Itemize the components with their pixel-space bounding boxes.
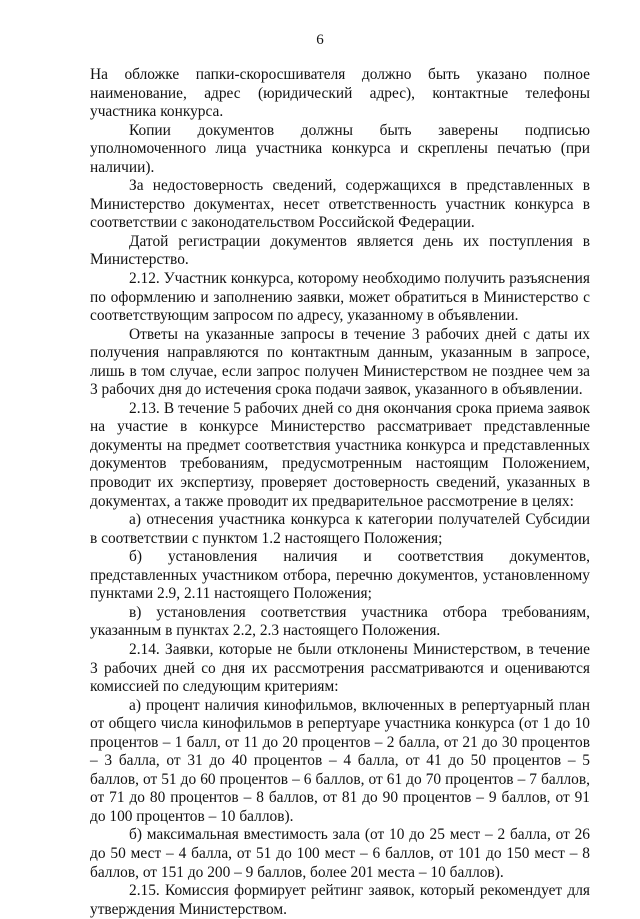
paragraph-2-14-a: а) процент наличия кинофильмов, включенных в репертуарный план от общего числа кинофильмов в репертуаре участника конкурса (от 1 до 10 процентов – 1 балл, от 11 до 20 процентов – 2 балла, от 21 до 30 процентов – 3 балла, от 31 до 40 процентов – 4 балла, от 41 до 50 процентов – 5 баллов, от 51 до 60 процентов – 6 баллов, от 61 до 70 процентов – 7 баллов, от 71 до 80 процентов – 8 баллов, от 81 до 90 процентов – 9 баллов, от 91 до 100 процентов – 10 баллов).	[90, 696, 590, 825]
paragraph-2-13-b: б) установления наличия и соответствия документов, представленных участником отбора, перечню документов, установленному пунктами 2.9, 2.11 настоящего Положения;	[90, 548, 590, 603]
paragraph-answers: Ответы на указанные запросы в течение 3 рабочих дней с даты их получения направляются по контактным данным, указанным в запросе, лишь в том случае, если запрос получен Министерством не позднее чем за 3 рабочих дня до истечения срока подачи заявок, указанного в объявлении.	[90, 325, 590, 399]
paragraph-2-15: 2.15. Комиссия формирует рейтинг заявок, который рекомендует для утверждения Министерством.	[90, 882, 590, 918]
paragraph-2-13: 2.13. В течение 5 рабочих дней со дня окончания срока приема заявок на участие в конкурсе Министерство рассматривает представленные документы на предмет соответствия участника конкурса и представленных документов требованиям, предусмотренным настоящим Положением, проводит их экспертизу, проверяет достоверность сведений, указанных в документах, а также проводит их предварительное рассмотрение в целях:	[90, 399, 590, 510]
paragraph-folder-cover: На обложке папки-скоросшивателя должно быть указано полное наименование, адрес (юридический адрес), контактные телефоны участника конкурса.	[90, 66, 590, 121]
paragraph-2-12: 2.12. Участник конкурса, которому необходимо получить разъяснения по оформлению и заполнению заявки, может обратиться в Министерство с соответствующим запросом по адресу, указанному в объявлении.	[90, 270, 590, 325]
paragraph-registration-date: Датой регистрации документов является день их поступления в Министерство.	[90, 232, 590, 269]
page-number: 6	[316, 32, 324, 48]
paragraph-copies-certified: Копии документов должны быть заверены подписью уполномоченного лица участника конкурса и скреплены печатью (при наличии).	[90, 121, 590, 176]
paragraph-2-13-c: в) установления соответствия участника отбора требованиям, указанным в пунктах 2.2, 2.3 настоящего Положения.	[90, 603, 590, 640]
paragraph-2-14-b: б) максимальная вместимость зала (от 10 до 25 мест – 2 балла, от 26 до 50 мест – 4 балла, от 51 до 100 мест – 6 баллов, от 101 до 150 мест – 8 баллов, от 151 до 200 – 9 баллов, более 201 места – 10 баллов).	[90, 826, 590, 881]
paragraph-responsibility: За недостоверность сведений, содержащихся в представленных в Министерство документах, несет ответственность участник конкурса в соответствии с законодательством Российской Федерации.	[90, 177, 590, 232]
document-body	[90, 66, 590, 919]
paragraph-2-13-a: а) отнесения участника конкурса к категории получателей Субсидии в соответствии с пунктом 1.2 настоящего Положения;	[90, 511, 590, 547]
paragraph-2-14: 2.14. Заявки, которые не были отклонены Министерством, в течение 3 рабочих дней со дня их рассмотрения рассматриваются и оцениваются комиссией по следующим критериям:	[90, 640, 590, 696]
